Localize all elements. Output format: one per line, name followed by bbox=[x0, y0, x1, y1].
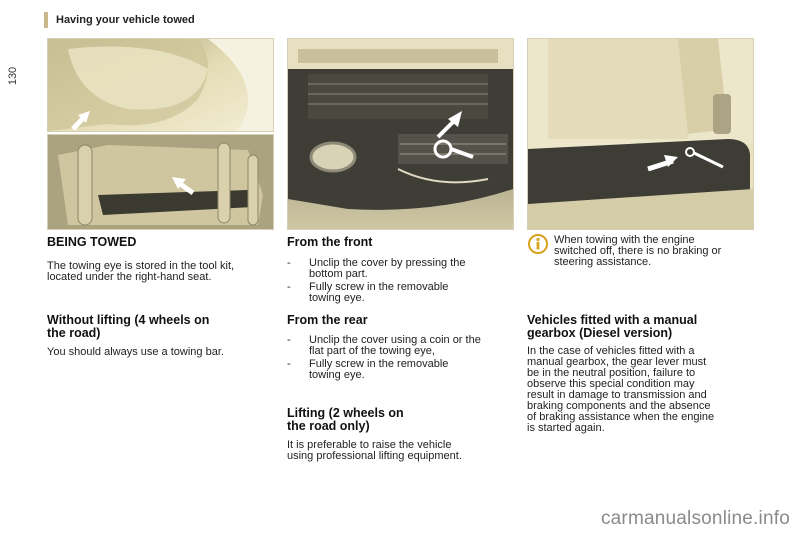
manual-body-line3: be in the neutral position, failure to bbox=[527, 367, 696, 379]
manual-body-line7: of braking assistance when the engine bbox=[527, 411, 715, 423]
without-lifting-heading-line2: the road) bbox=[47, 326, 101, 340]
manual-gearbox-heading-line2: gearbox (Diesel version) bbox=[527, 326, 673, 340]
manual-gearbox-heading-line1: Vehicles fitted with a manual bbox=[527, 313, 698, 327]
being-towed-heading: BEING TOWED bbox=[47, 235, 137, 249]
header-accent-bar bbox=[44, 12, 48, 28]
seat-photo-top bbox=[47, 38, 274, 132]
rear-bumper-photo bbox=[527, 38, 754, 230]
info-icon bbox=[528, 234, 548, 254]
lifting-heading-line2: the road only) bbox=[287, 419, 370, 433]
info-note-line2: switched off, there is no braking or bbox=[554, 245, 722, 257]
watermark: carmanualsonline.info bbox=[600, 508, 790, 529]
manual-body-line5: result in damage to transmission and bbox=[527, 389, 707, 401]
towing-eye-location-line2: located under the right-hand seat. bbox=[47, 271, 212, 283]
manual-body-line1: In the case of vehicles fitted with a bbox=[527, 345, 695, 357]
info-note-line3: steering assistance. bbox=[554, 256, 652, 268]
from-the-front-heading: From the front bbox=[287, 235, 373, 249]
page-title: Having your vehicle towed bbox=[56, 14, 195, 26]
lifting-body-line2: using professional lifting equipment. bbox=[287, 450, 462, 462]
from-the-rear-heading: From the rear bbox=[287, 313, 368, 327]
manual-body-line4: observe this special condition may bbox=[527, 378, 695, 390]
lifting-heading-line1: Lifting (2 wheels on bbox=[287, 406, 404, 420]
manual-body-line8: is started again. bbox=[527, 422, 605, 434]
page-number: 130 bbox=[7, 66, 20, 86]
manual-body-line2: manual gearbox, the gear lever must bbox=[527, 356, 707, 368]
front-bumper-photo bbox=[287, 38, 514, 230]
towing-eye-location-line1: The towing eye is stored in the tool kit, bbox=[47, 260, 235, 272]
manual-body-line6: braking components and the absence bbox=[527, 400, 711, 412]
info-note-line1: When towing with the engine bbox=[554, 234, 695, 246]
tool-kit-photo bbox=[47, 134, 274, 230]
towing-bar-note: You should always use a towing bar. bbox=[47, 346, 224, 358]
without-lifting-heading-line1: Without lifting (4 wheels on bbox=[47, 313, 210, 327]
lifting-body-line1: It is preferable to raise the vehicle bbox=[287, 439, 452, 451]
